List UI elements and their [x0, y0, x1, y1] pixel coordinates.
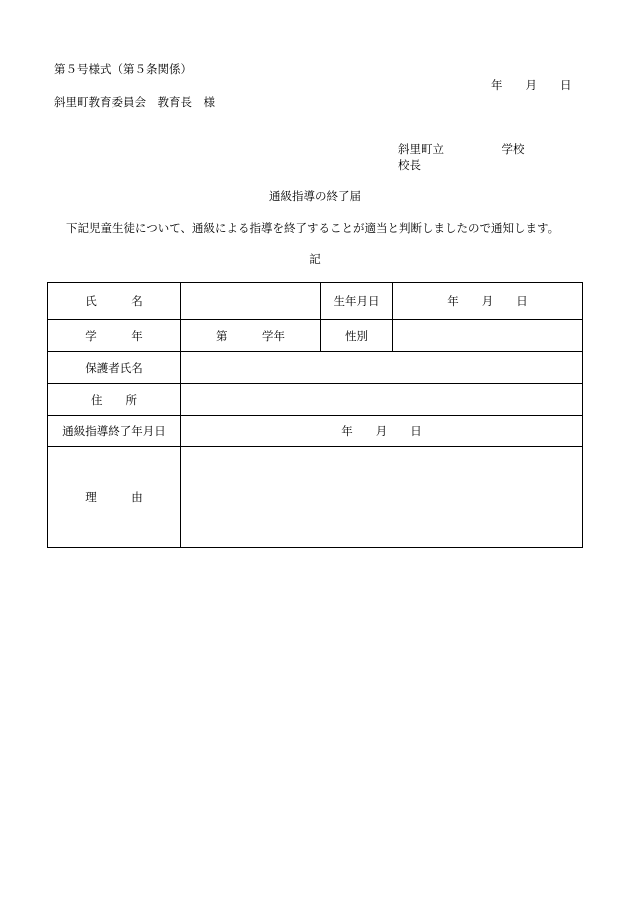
table-row-name	[48, 283, 583, 320]
reason-label: 理 由	[48, 447, 181, 548]
grade-label: 学 年	[48, 320, 181, 352]
end-date-field[interactable]: 年 月 日	[181, 416, 583, 447]
gender-field[interactable]	[393, 320, 583, 352]
guardian-label: 保護者氏名	[48, 352, 181, 384]
name-label: 氏 名	[48, 283, 181, 320]
document-title: 通級指導の終了届	[269, 189, 361, 203]
address-field[interactable]	[181, 384, 583, 416]
table-row-address	[48, 384, 583, 416]
form-number: 第５号様式（第５条関係）	[54, 62, 192, 76]
guardian-field[interactable]	[181, 352, 583, 384]
submission-date: 年 月 日	[491, 78, 572, 92]
table-row-grade	[48, 320, 583, 352]
table-row-guardian	[48, 352, 583, 384]
table-row-end-date	[48, 416, 583, 447]
name-field[interactable]	[181, 283, 321, 320]
ki-marker: 記	[309, 252, 321, 266]
birthdate-field[interactable]: 年 月 日	[393, 283, 583, 320]
table-row-reason	[48, 447, 583, 548]
birthdate-label: 生年月日	[321, 283, 393, 320]
address-label: 住 所	[48, 384, 181, 416]
gender-label: 性別	[321, 320, 393, 352]
school-name-line: 斜里町立 学校	[398, 142, 525, 156]
principal-line: 校長	[398, 158, 421, 172]
grade-field[interactable]: 第 学年	[181, 320, 321, 352]
addressee: 斜里町教育委員会 教育長 様	[54, 95, 215, 109]
student-info-table	[47, 282, 583, 548]
reason-field[interactable]	[181, 447, 583, 548]
notification-text: 下記児童生徒について、通級による指導を終了することが適当と判断しましたので通知します。	[66, 221, 560, 235]
end-date-label: 通級指導終了年月日	[48, 416, 181, 447]
